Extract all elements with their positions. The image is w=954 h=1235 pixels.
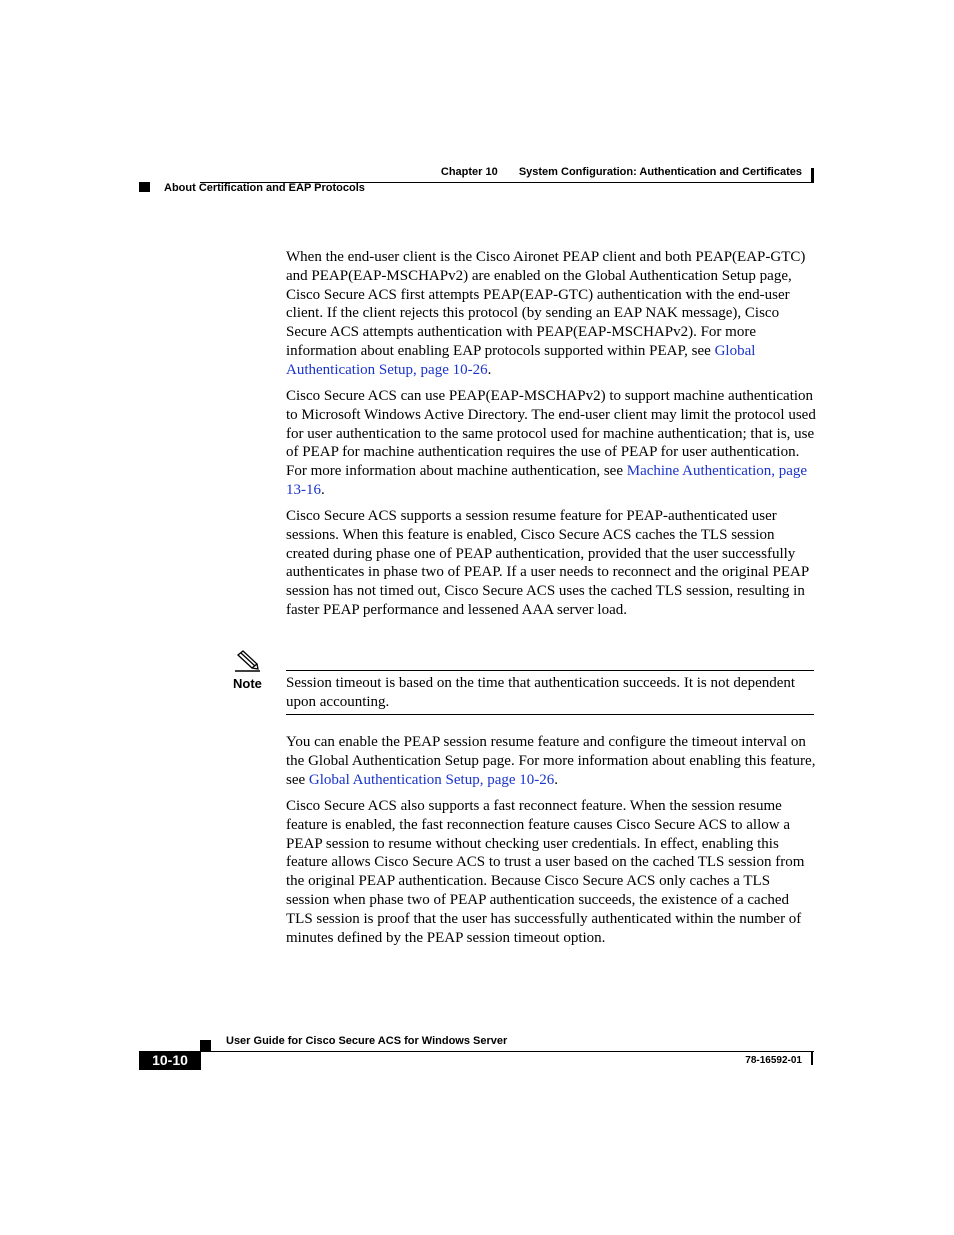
- paragraph-text: When the end-user client is the Cisco Aironet PEAP client and both PEAP(EAP-GTC) and PEAP(EAP-MSCHAPv2) are enabled on the Global Authentication Setup page, Cisco Secure ACS first attempts PEAP(EAP-GTC) authentication with the end-user client. If the client rejects this protocol (by sending an EAP NAK message), Cisco Secure ACS attempts authentication with PEAP(EAP-MSCHAPv2). For more information about enabling EAP protocols supported within PEAP, see: [286, 249, 806, 359]
- note-label: Note: [233, 676, 262, 691]
- header-block-marker: [139, 182, 150, 192]
- cross-reference-link[interactable]: Global Authentication Setup, page 10-26: [286, 342, 756, 378]
- body-paragraph-1: [286, 248, 816, 380]
- body-paragraph-2: [286, 387, 816, 500]
- paragraph-text: .: [554, 771, 559, 788]
- footer-rule: [200, 1051, 814, 1052]
- body-paragraph-3: Cisco Secure ACS supports a session resume feature for PEAP-authenticated user sessions. When this feature is enabled, Cisco Secure ACS caches the TLS session created during phase one of PEAP authentication, provided that the user successfully authenticates in phase two of PEAP. If a user needs to reconnect and the original PEAP session has not timed out, Cisco Secure ACS uses the cached TLS session, resulting in faster PEAP performance and lessened AAA server load.: [286, 508, 809, 618]
- paragraph-text: .: [487, 361, 492, 378]
- note-bottom-rule: [286, 714, 814, 715]
- footer-guide-title: User Guide for Cisco Secure ACS for Windows Server: [226, 1035, 508, 1047]
- paragraph-text: .: [321, 481, 325, 498]
- running-header-section: About Certification and EAP Protocols: [164, 182, 365, 194]
- cross-reference-link[interactable]: Global Authentication Setup, page 10-26: [308, 771, 555, 788]
- pencil-icon: [233, 649, 261, 673]
- note-top-rule: [286, 670, 814, 671]
- paragraph-text: Cisco Secure ACS can use PEAP(EAP-MSCHAPv2) to support machine authentication to Microsoft Windows Active Directory. The end-user client may limit the protocol used for user authentication to the same protocol used for machine authentication; that is, use of PEAP for machine authentication requires the use of PEAP for user authentication. For more information about machine authentication, see: [286, 388, 816, 480]
- note-text: Session timeout is based on the time that authentication succeeds. It is not dependent upon accounting.: [286, 675, 796, 710]
- running-header-chapter: [441, 166, 802, 178]
- body-paragraph-5: Cisco Secure ACS also supports a fast reconnect feature. When the session resume feature is enabled, the fast reconnection feature causes Cisco Secure ACS to allow a PEAP session to resume without checking user credentials. In effect, enabling this feature allows Cisco Secure ACS to trust a user based on the cached TLS session from the original PEAP authentication. Because Cisco Secure ACS only caches a TLS session when phase two of PEAP authentication succeeds, the existence of a cached TLS session is proof that the user has successfully authenticated within the number of minutes defined by the PEAP session timeout option.: [286, 798, 805, 946]
- footer-vertical-bar: [200, 1040, 211, 1051]
- page-number: 10-10: [139, 1051, 201, 1070]
- chapter-title: System Configuration: Authentication and Certificates: [518, 166, 802, 178]
- body-paragraph-4: [286, 733, 816, 789]
- document-number: 78-16592-01: [745, 1055, 802, 1066]
- paragraph-text: You can enable the PEAP session resume feature and configure the timeout interval on the Global Authentication Setup page. For more information about enabling this feature, see: [286, 734, 816, 788]
- footer-doc-bar: [811, 1051, 813, 1065]
- cross-reference-link[interactable]: Machine Authentication, page 13-16: [286, 463, 808, 498]
- header-vertical-bar: [811, 168, 814, 183]
- chapter-number: Chapter 10: [440, 166, 498, 178]
